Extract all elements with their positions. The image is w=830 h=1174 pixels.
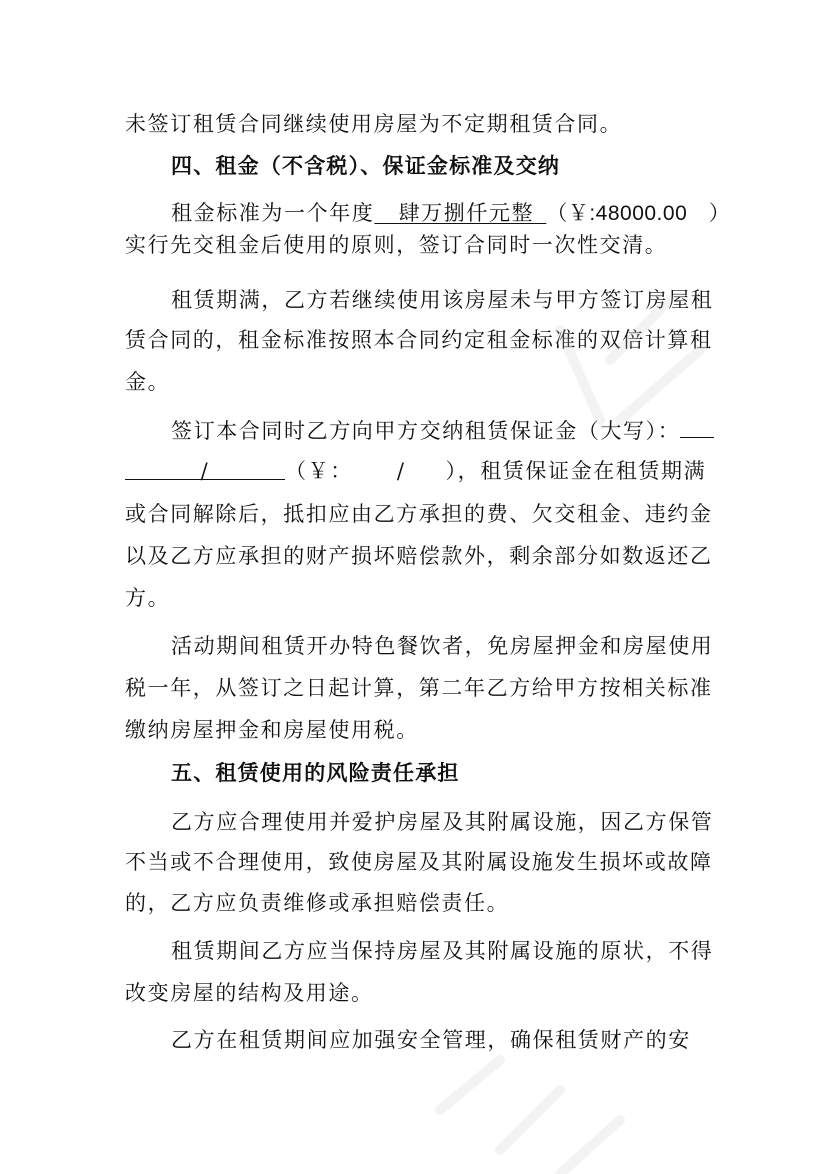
text-line: 实行先交租金后使用的原则，签订合同时一次性交清。 <box>125 233 668 257</box>
text-line: 赁合同的，租金标准按照本合同约定租金标准的双倍计算租 <box>125 328 713 352</box>
text-line: 乙方在租赁期间应加强安全管理，确保租赁财产的安 <box>171 1028 691 1052</box>
rent-amount-words: 肆万捌仟元整 <box>398 201 535 225</box>
section-heading-risk: 五、租赁使用的风险责任承担 <box>171 761 460 785</box>
text-line: 不当或不合理使用，致使房屋及其附属设施发生损坏或故障 <box>125 850 713 874</box>
text-line: 方。 <box>125 586 171 610</box>
text-line: 税一年，从签订之日起计算，第二年乙方给甲方按相关标准 <box>125 676 713 700</box>
watermark-stroke <box>560 1120 620 1174</box>
watermark-stroke <box>440 1060 500 1110</box>
text-line: 租赁期满，乙方若继续使用该房屋未与甲方签订房屋租 <box>171 288 714 312</box>
text-line: 活动期间租赁开办特色餐饮者，免房屋押金和房屋使用 <box>171 634 714 658</box>
text-line: 的，乙方应负责维修或承担赔偿责任。 <box>125 891 510 915</box>
rent-amount-number: （￥:48000.00 ） <box>546 202 731 225</box>
deposit-words-blank-cont: / <box>125 457 285 480</box>
watermark-stroke <box>620 350 700 420</box>
text-line: 未签订租赁合同继续使用房屋为不定期租赁合同。 <box>125 112 623 136</box>
deposit-label: 签订本合同时乙方向甲方交纳租赁保证金（大写）： <box>171 419 681 443</box>
text-line: 乙方应合理使用并爱护房屋及其附属设施，因乙方保管 <box>171 810 714 834</box>
text-line: 金。 <box>125 370 171 394</box>
text-line: 改变房屋的结构及用途。 <box>125 981 374 1005</box>
text-line: 或合同解除后，抵扣应由乙方承担的费、欠交租金、违约金 <box>125 502 713 526</box>
deposit-amount-value: / <box>396 459 406 483</box>
deposit-amount-label: （￥： <box>285 459 353 483</box>
text-line: 缴纳房屋押金和房屋使用税。 <box>125 718 419 742</box>
text-line: 以及乙方应承担的财产损坏赔偿款外，剩余部分如数返还乙 <box>125 544 713 568</box>
section-heading-rent: 四、租金（不含税）、保证金标准及交纳 <box>171 154 561 178</box>
watermark-stroke <box>500 1090 560 1150</box>
deposit-tail-text: ），租赁保证金在租赁期满 <box>445 459 707 483</box>
watermark-stroke <box>560 330 600 420</box>
watermark-stroke <box>610 300 670 360</box>
text-line: 租赁期间乙方应当保持房屋及其附属设施的原状，不得 <box>171 939 714 963</box>
rent-prefix: 租金标准为一个年度 <box>171 201 375 225</box>
